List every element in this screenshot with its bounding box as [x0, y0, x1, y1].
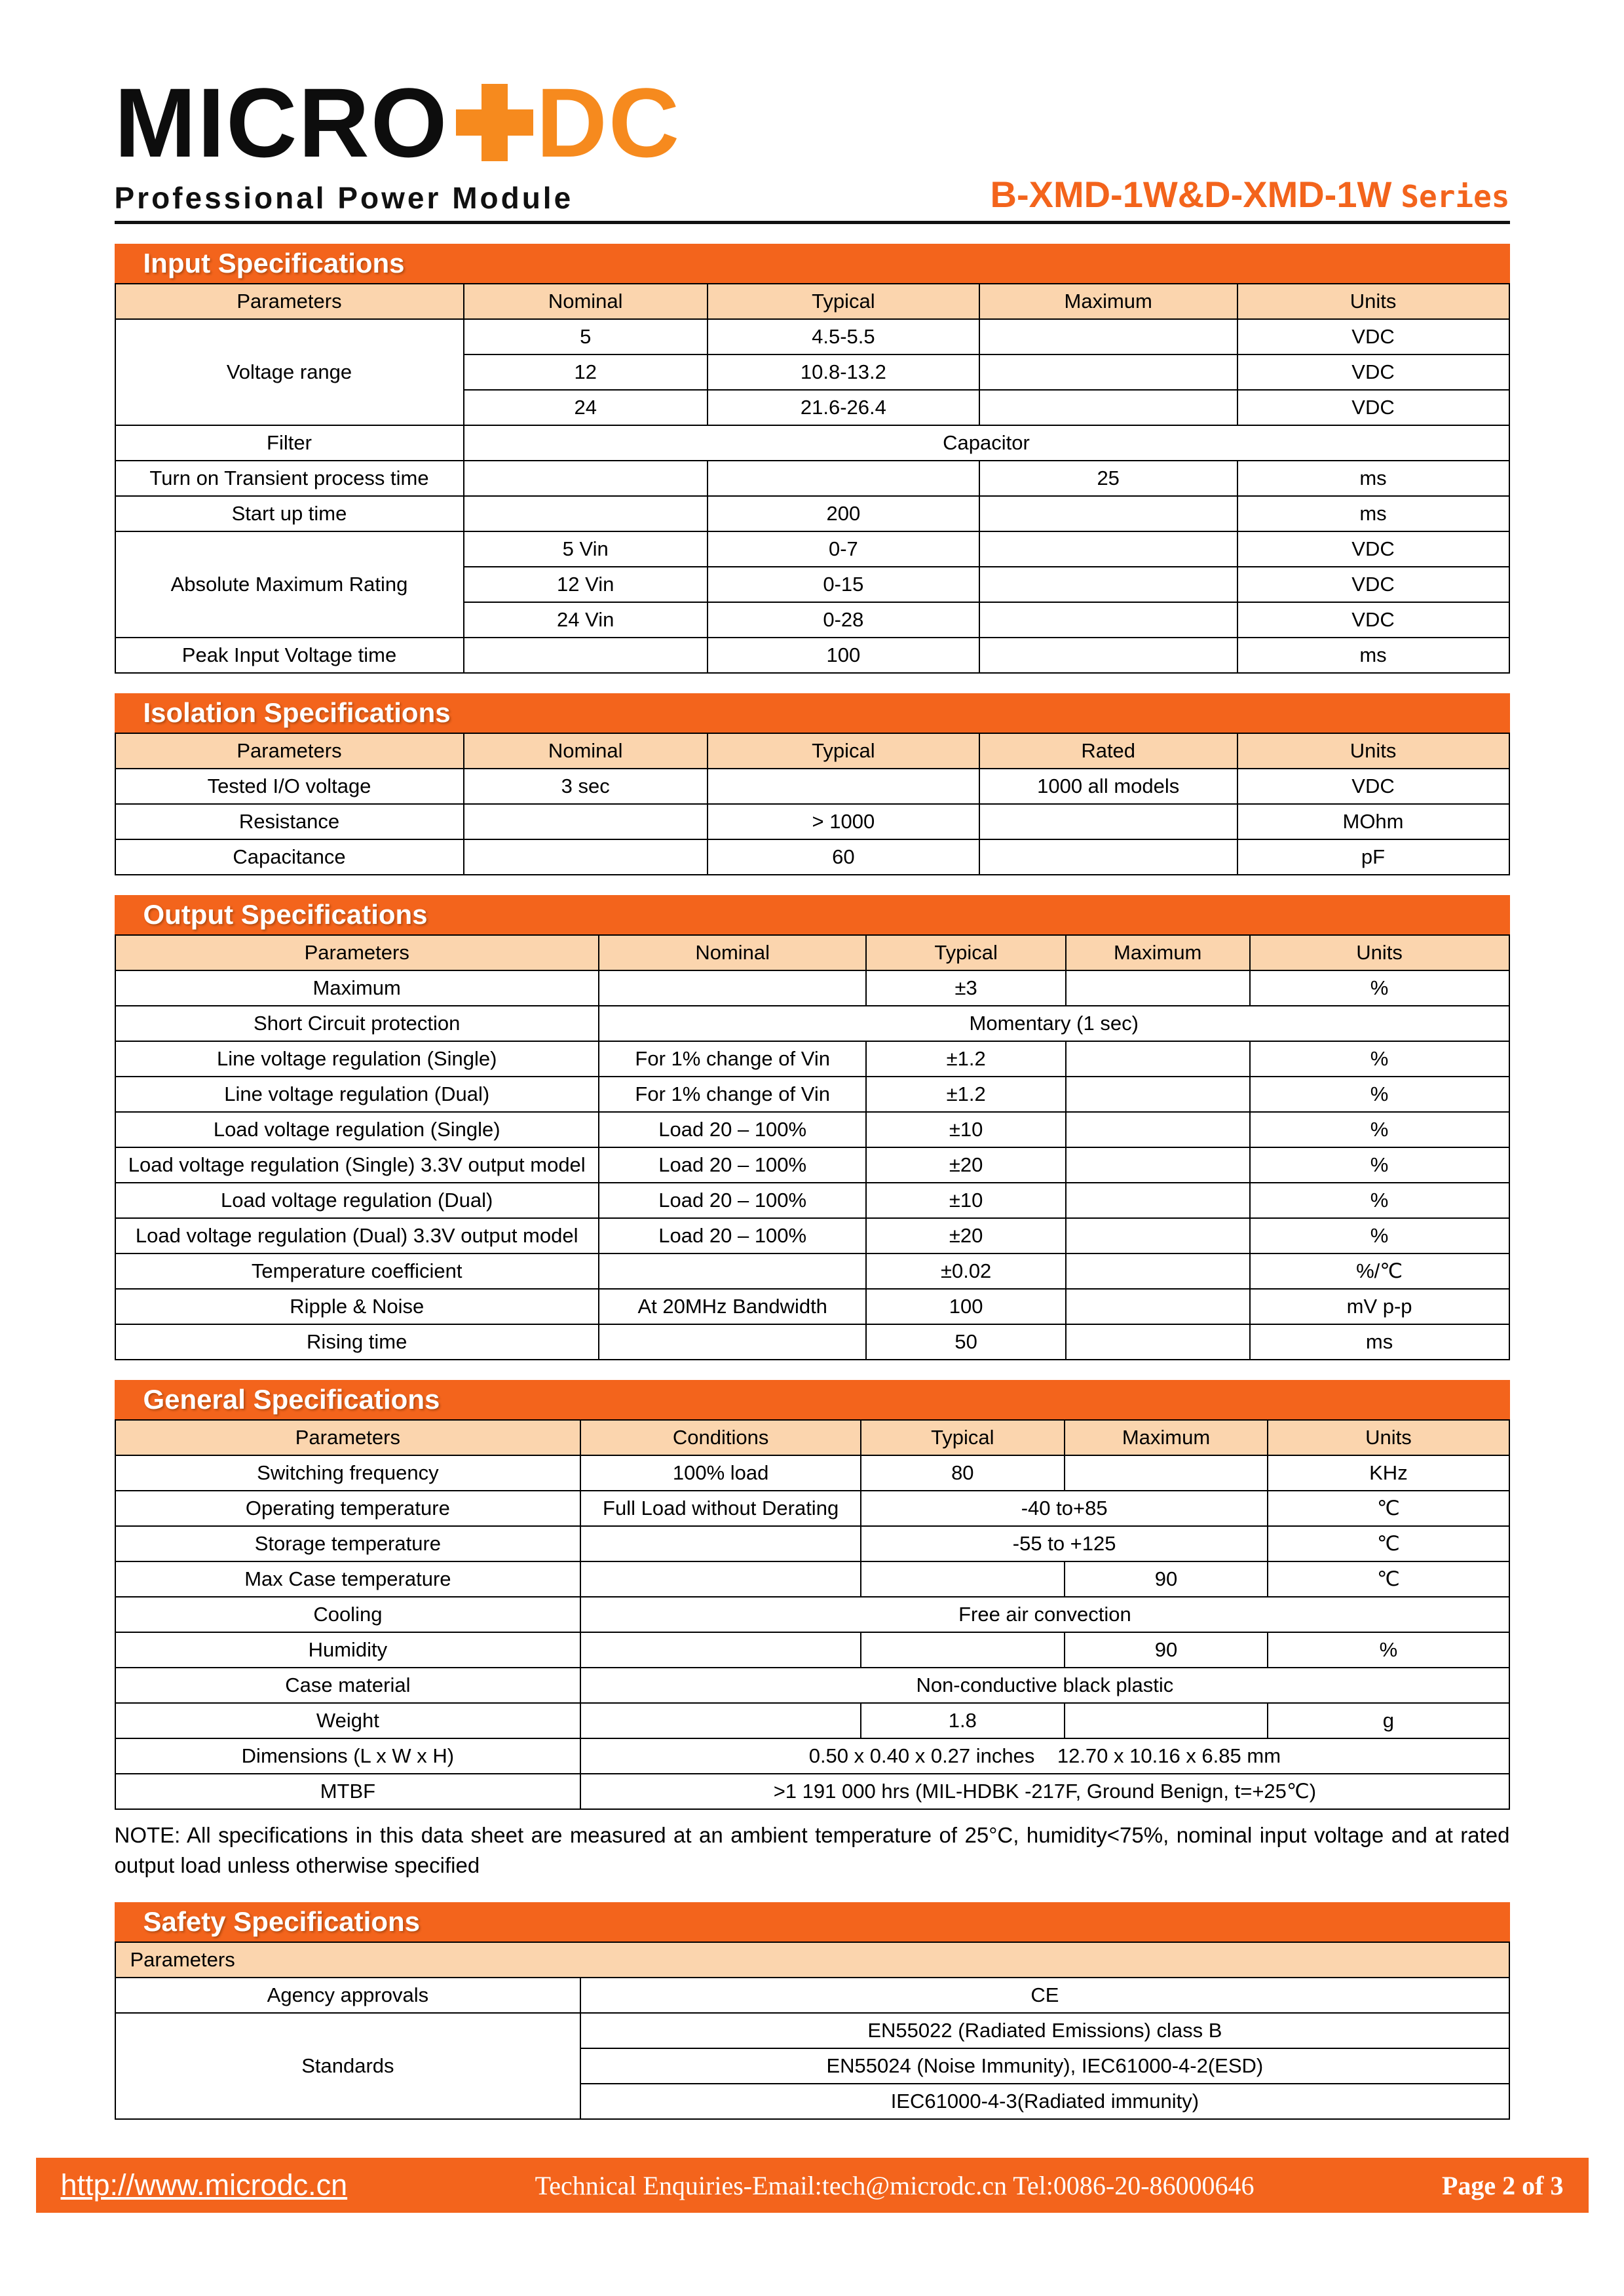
table-cell [1066, 1289, 1250, 1324]
section-header-input-specifications [115, 244, 1510, 283]
table-cell: MTBF [115, 1774, 581, 1809]
table-cell: % [1250, 1183, 1509, 1218]
table-cell: Cooling [115, 1597, 581, 1632]
table-row [115, 461, 1509, 496]
table-row [115, 319, 1509, 354]
note-text: NOTE: All specifications in this data sheet are measured at an ambient temperature of 25°C, humidity<75%, nominal input voltage and at rated output load unless otherwise specified [114, 1823, 1510, 1877]
table-cell: Weight [115, 1703, 581, 1738]
section-title: Safety Specifications [143, 1906, 420, 1937]
table-cell: 200 [708, 496, 979, 531]
table-row [115, 638, 1509, 673]
table-cell [708, 769, 979, 804]
table-cell: ±1.2 [866, 1041, 1065, 1077]
table-cell [708, 461, 979, 496]
column-header: Conditions [580, 1420, 861, 1455]
column-header: Parameters [115, 1420, 581, 1455]
table-cell [979, 567, 1237, 602]
table-cell: Start up time [115, 496, 464, 531]
contact-info: Technical Enquiries-Email:tech@microdc.cn Tel:0086-20-86000646 [535, 2170, 1255, 2200]
column-header: Typical [708, 284, 979, 319]
table-row [115, 839, 1509, 875]
table-cell: Temperature coefficient [115, 1253, 599, 1289]
table-cell [464, 496, 708, 531]
table-cell: CE [580, 1978, 1509, 2013]
column-header: Units [1237, 733, 1509, 769]
table-row [115, 1526, 1509, 1561]
table-cell: Switching frequency [115, 1455, 581, 1491]
table-cell [979, 319, 1237, 354]
table-row [115, 1561, 1509, 1597]
table-cell: 3 sec [464, 769, 708, 804]
table-cell: 100 [866, 1289, 1065, 1324]
logo-subtitle: Professional Power Module [114, 181, 574, 215]
section-header-isolation-specifications [115, 693, 1510, 733]
table-cell: -40 to+85 [861, 1491, 1268, 1526]
table-cell: 90 [1065, 1632, 1268, 1668]
table-cell: Absolute Maximum Rating [115, 531, 464, 638]
column-header: Units [1250, 935, 1509, 970]
safety-specifications-table [115, 1942, 1510, 2120]
section-title: Input Specifications [143, 248, 405, 278]
table-cell: % [1250, 1218, 1509, 1253]
document-title [991, 173, 1510, 216]
table-cell: Load 20 – 100% [599, 1218, 867, 1253]
table-cell [861, 1561, 1065, 1597]
table-cell: Dimensions (L x W x H) [115, 1738, 581, 1774]
isolation-specifications-table-wrap [115, 733, 1510, 875]
table-row [115, 1112, 1509, 1147]
table-row [115, 1774, 1509, 1809]
table-cell [580, 1632, 861, 1668]
table-cell: ±3 [866, 970, 1065, 1006]
table-cell: mV p-p [1250, 1289, 1509, 1324]
table-row [115, 1632, 1509, 1668]
table-cell [1066, 1147, 1250, 1183]
table-cell: IEC61000-4-3(Radiated immunity) [580, 2084, 1509, 2119]
section-title: Output Specifications [143, 899, 428, 930]
table-cell: 1000 all models [979, 769, 1237, 804]
table-row [115, 1420, 1509, 1455]
table-row [115, 1738, 1509, 1774]
column-header: Maximum [1066, 935, 1250, 970]
table-cell: ms [1250, 1324, 1509, 1360]
general-specifications-table-wrap [115, 1419, 1510, 1810]
table-cell: Line voltage regulation (Dual) [115, 1077, 599, 1112]
table-row [115, 496, 1509, 531]
table-cell: >1 191 000 hrs (MIL-HDBK -217F, Ground Benign, t=+25℃) [580, 1774, 1509, 1809]
table-cell [1066, 1253, 1250, 1289]
table-cell: ±10 [866, 1112, 1065, 1147]
table-cell [599, 1324, 867, 1360]
table-cell: ±0.02 [866, 1253, 1065, 1289]
table-row [115, 733, 1509, 769]
table-cell [1066, 1324, 1250, 1360]
section-header-safety-specifications [115, 1902, 1510, 1942]
table-row [115, 1218, 1509, 1253]
column-header: Maximum [979, 284, 1237, 319]
table-cell: Rising time [115, 1324, 599, 1360]
table-cell [1066, 1183, 1250, 1218]
table-cell: At 20MHz Bandwidth [599, 1289, 867, 1324]
table-cell: Voltage range [115, 319, 464, 425]
table-cell: 80 [861, 1455, 1065, 1491]
table-cell: Tested I/O voltage [115, 769, 464, 804]
table-cell: 90 [1065, 1561, 1268, 1597]
table-cell: Capacitor [464, 425, 1509, 461]
safety-specifications-table-wrap [115, 1942, 1510, 2120]
table-row [115, 970, 1509, 1006]
column-header: Nominal [464, 733, 708, 769]
table-row [115, 804, 1509, 839]
table-cell: VDC [1237, 567, 1509, 602]
table-cell: ±20 [866, 1147, 1065, 1183]
table-cell [1066, 1041, 1250, 1077]
table-cell [979, 390, 1237, 425]
page-content [115, 0, 1510, 2120]
table-cell [464, 638, 708, 673]
table-cell: Ripple & Noise [115, 1289, 599, 1324]
table-cell: % [1250, 1077, 1509, 1112]
table-cell: > 1000 [708, 804, 979, 839]
table-cell: Case material [115, 1668, 581, 1703]
table-cell: 25 [979, 461, 1237, 496]
table-cell: Filter [115, 425, 464, 461]
table-cell: 0-7 [708, 531, 979, 567]
table-cell: Non-conductive black plastic [580, 1668, 1509, 1703]
table-cell [599, 970, 867, 1006]
table-cell: 0-28 [708, 602, 979, 638]
table-row [115, 769, 1509, 804]
table-cell: Humidity [115, 1632, 581, 1668]
table-row [115, 935, 1509, 970]
table-cell: ℃ [1268, 1561, 1509, 1597]
table-cell: Full Load without Derating [580, 1491, 861, 1526]
column-header: Parameters [115, 284, 464, 319]
table-cell: Load voltage regulation (Single) 3.3V output model [115, 1147, 599, 1183]
table-row [115, 1978, 1509, 2013]
table-cell: MOhm [1237, 804, 1509, 839]
table-cell: ℃ [1268, 1526, 1509, 1561]
table-cell: Capacitance [115, 839, 464, 875]
table-cell [1066, 970, 1250, 1006]
table-row [115, 425, 1509, 461]
table-cell: VDC [1237, 319, 1509, 354]
table-row [115, 1324, 1509, 1360]
table-row [115, 1703, 1509, 1738]
table-row [115, 1006, 1509, 1041]
table-cell: Load voltage regulation (Dual) 3.3V output model [115, 1218, 599, 1253]
table-cell: Load voltage regulation (Dual) [115, 1183, 599, 1218]
table-row [115, 1077, 1509, 1112]
table-cell: Maximum [115, 970, 599, 1006]
table-cell: 100% load [580, 1455, 861, 1491]
column-header: Nominal [599, 935, 867, 970]
logo [114, 67, 1510, 178]
output-specifications-table-wrap [115, 934, 1510, 1360]
table-cell [580, 1526, 861, 1561]
table-cell [979, 531, 1237, 567]
table-cell: For 1% change of Vin [599, 1077, 867, 1112]
section-title: General Specifications [143, 1384, 440, 1415]
table-cell: 24 Vin [464, 602, 708, 638]
table-row [115, 1597, 1509, 1632]
table-cell [979, 354, 1237, 390]
table-cell [979, 638, 1237, 673]
table-row [115, 284, 1509, 319]
table-cell: Resistance [115, 804, 464, 839]
table-cell: % [1250, 1041, 1509, 1077]
table-cell: % [1250, 970, 1509, 1006]
isolation-specifications-table [115, 733, 1510, 875]
logo-text-dc: DC [536, 67, 681, 178]
table-cell: % [1250, 1147, 1509, 1183]
table-cell: Turn on Transient process time [115, 461, 464, 496]
table-cell: pF [1237, 839, 1509, 875]
table-cell [979, 804, 1237, 839]
table-cell: ms [1237, 638, 1509, 673]
table-cell: Load 20 – 100% [599, 1183, 867, 1218]
column-header: Typical [861, 1420, 1065, 1455]
table-cell: -55 to +125 [861, 1526, 1268, 1561]
table-cell: Agency approvals [115, 1978, 581, 2013]
table-cell: Operating temperature [115, 1491, 581, 1526]
table-cell [861, 1632, 1065, 1668]
table-cell: 1.8 [861, 1703, 1065, 1738]
page-header [115, 0, 1510, 224]
table-cell: KHz [1268, 1455, 1509, 1491]
table-cell: Load voltage regulation (Single) [115, 1112, 599, 1147]
table-cell: g [1268, 1703, 1509, 1738]
table-row [115, 1289, 1509, 1324]
table-cell: Momentary (1 sec) [599, 1006, 1509, 1041]
table-row [115, 1041, 1509, 1077]
table-cell: ±1.2 [866, 1077, 1065, 1112]
table-cell: 5 Vin [464, 531, 708, 567]
table-cell: Max Case temperature [115, 1561, 581, 1597]
table-row [115, 1455, 1509, 1491]
page-footer [36, 2158, 1589, 2213]
table-cell: VDC [1237, 531, 1509, 567]
column-header: Rated [979, 733, 1237, 769]
section-header-output-specifications [115, 895, 1510, 934]
table-cell: For 1% change of Vin [599, 1041, 867, 1077]
table-cell: Load 20 – 100% [599, 1112, 867, 1147]
table-cell: ms [1237, 496, 1509, 531]
table-row [115, 2013, 1509, 2048]
column-header: Units [1268, 1420, 1509, 1455]
table-row [115, 1253, 1509, 1289]
table-cell: VDC [1237, 354, 1509, 390]
table-cell: Load 20 – 100% [599, 1147, 867, 1183]
table-cell: Short Circuit protection [115, 1006, 599, 1041]
table-row [115, 1942, 1509, 1978]
table-cell: VDC [1237, 390, 1509, 425]
section-title: Isolation Specifications [143, 697, 451, 728]
table-cell [464, 804, 708, 839]
series-name: B-XMD-1W&D-XMD-1W [990, 174, 1392, 215]
table-cell: 10.8-13.2 [708, 354, 979, 390]
table-cell: ±20 [866, 1218, 1065, 1253]
website-link[interactable]: http://www.microdc.cn [60, 2168, 348, 2202]
table-cell: Free air convection [580, 1597, 1509, 1632]
table-cell: 12 [464, 354, 708, 390]
column-header: Nominal [464, 284, 708, 319]
table-cell: 5 [464, 319, 708, 354]
table-cell: 12 Vin [464, 567, 708, 602]
output-specifications-table [115, 934, 1510, 1360]
table-cell [1066, 1112, 1250, 1147]
plus-icon [456, 84, 533, 161]
table-cell: Line voltage regulation (Single) [115, 1041, 599, 1077]
table-cell [1066, 1077, 1250, 1112]
table-row [115, 1491, 1509, 1526]
table-row [115, 1147, 1509, 1183]
table-cell: ℃ [1268, 1491, 1509, 1526]
table-cell: 24 [464, 390, 708, 425]
table-cell: EN55024 (Noise Immunity), IEC61000-4-2(ESD) [580, 2048, 1509, 2084]
table-cell: 0.50 x 0.40 x 0.27 inches 12.70 x 10.16 x 6.85 mm [580, 1738, 1509, 1774]
column-header: Units [1237, 284, 1509, 319]
table-cell [464, 461, 708, 496]
logo-text-micro: MICRO [114, 67, 449, 178]
table-cell: Standards [115, 2013, 581, 2119]
table-cell [580, 1561, 861, 1597]
general-specifications-table [115, 1419, 1510, 1810]
table-cell: ms [1237, 461, 1509, 496]
table-cell [979, 496, 1237, 531]
table-cell [599, 1253, 867, 1289]
column-header: Parameters [115, 935, 599, 970]
table-cell: VDC [1237, 602, 1509, 638]
table-cell [1065, 1703, 1268, 1738]
table-cell [1065, 1455, 1268, 1491]
table-cell [464, 839, 708, 875]
series-label: Series [1401, 179, 1510, 214]
table-cell: 100 [708, 638, 979, 673]
page-number: Page 2 of 3 [1441, 2170, 1564, 2200]
table-row [115, 1183, 1509, 1218]
table-cell: Peak Input Voltage time [115, 638, 464, 673]
table-cell: Storage temperature [115, 1526, 581, 1561]
table-cell: 0-15 [708, 567, 979, 602]
table-cell: VDC [1237, 769, 1509, 804]
table-cell: 21.6-26.4 [708, 390, 979, 425]
table-cell [979, 839, 1237, 875]
table-cell [979, 602, 1237, 638]
table-cell: %/℃ [1250, 1253, 1509, 1289]
table-cell: EN55022 (Radiated Emissions) class B [580, 2013, 1509, 2048]
table-row [115, 531, 1509, 567]
column-header: Typical [708, 733, 979, 769]
input-specifications-table-wrap [115, 283, 1510, 674]
column-header: Parameters [115, 1942, 1509, 1978]
column-header: Typical [866, 935, 1065, 970]
table-cell: % [1250, 1112, 1509, 1147]
table-cell: 4.5-5.5 [708, 319, 979, 354]
table-cell: % [1268, 1632, 1509, 1668]
table-cell [1066, 1218, 1250, 1253]
column-header: Maximum [1065, 1420, 1268, 1455]
column-header: Parameters [115, 733, 464, 769]
table-cell: 50 [866, 1324, 1065, 1360]
table-row [115, 1668, 1509, 1703]
table-cell: ±10 [866, 1183, 1065, 1218]
input-specifications-table [115, 283, 1510, 674]
table-cell [580, 1703, 861, 1738]
table-cell: 60 [708, 839, 979, 875]
section-header-general-specifications [115, 1380, 1510, 1419]
